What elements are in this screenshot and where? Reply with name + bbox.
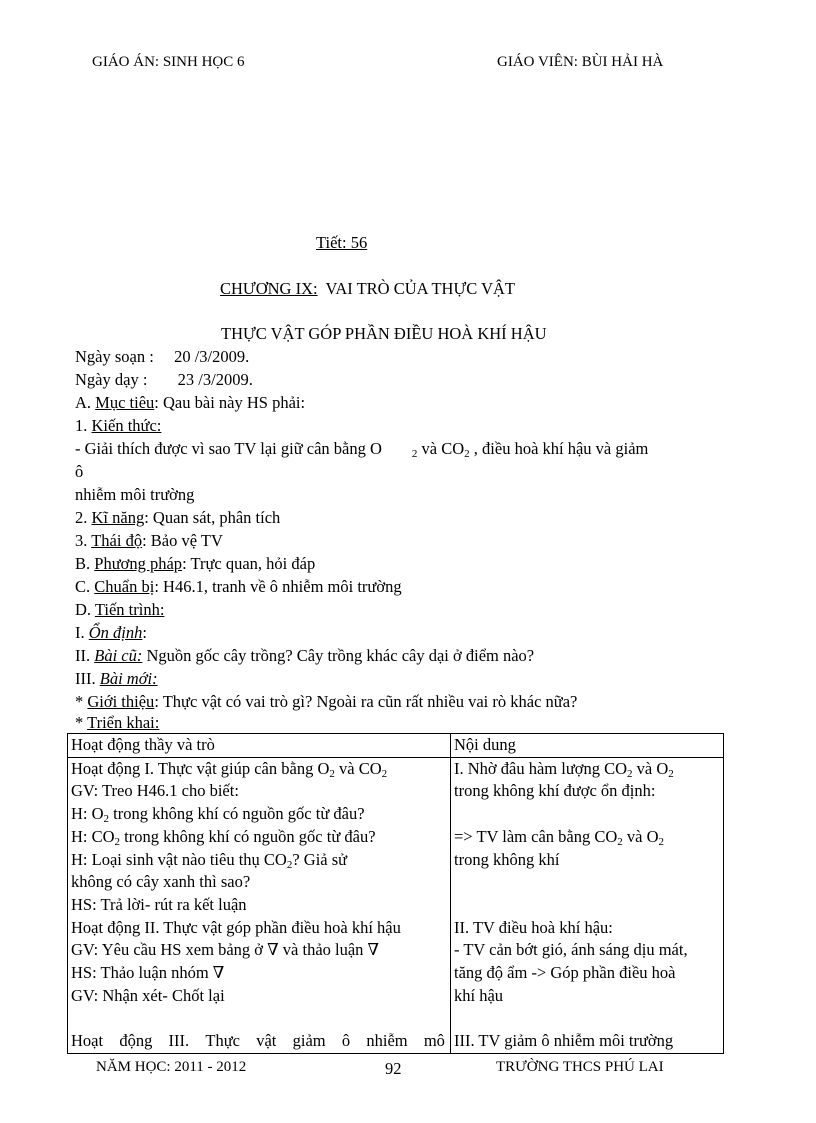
skills-line <box>75 507 280 529</box>
content-line <box>454 758 720 781</box>
subscript: 2 <box>103 813 110 826</box>
word: Thực <box>205 1031 240 1051</box>
activity-line <box>71 803 447 826</box>
new-lesson-prefix: III. <box>75 669 96 688</box>
word: ô <box>341 1031 351 1051</box>
activity-line: Hoạt động II. Thực vật góp phần điều hoà khí hậu <box>71 917 401 937</box>
activity-text: H: O <box>71 804 104 824</box>
subscript: 2 <box>668 767 674 780</box>
process-heading <box>75 599 164 621</box>
attitude-text: : Bảo vệ TV <box>142 531 223 550</box>
prep-date <box>75 346 249 368</box>
activity-line: GV: Yêu cầu HS xem bảng ở ∇ và thảo luận ∇ <box>71 940 380 960</box>
content-line: trong không khí được ổn định: <box>454 781 656 801</box>
attitude-prefix: 3. <box>75 531 88 550</box>
intro-line <box>75 691 577 713</box>
activity-text: H: CO <box>71 826 115 846</box>
content-line: khí hậu <box>454 985 504 1005</box>
activity-line <box>71 849 447 872</box>
deploy-label: Triển khai: <box>87 713 160 732</box>
skills-label: Kĩ năng <box>91 508 145 527</box>
method-label: Phương pháp <box>94 554 183 573</box>
knowledge-line-3: nhiễm môi trường <box>75 485 195 504</box>
activity-text: H: Loại sinh vật nào tiêu thụ CO <box>71 849 287 869</box>
old-lesson-text: Nguồn gốc cây trồng? Cây trồng khác cây dại ở điểm nào? <box>142 646 535 665</box>
objectives-label: Mục tiêu <box>95 393 155 412</box>
preparation-line <box>75 576 402 598</box>
intro-label: Giới thiệu <box>87 692 155 711</box>
word: vật <box>256 1031 277 1051</box>
word: III. <box>168 1031 190 1051</box>
stabilize-text: : <box>142 623 147 642</box>
activity-text: ? Giả sử <box>292 849 348 869</box>
chapter-label: CHƯƠNG IX: <box>220 279 318 298</box>
knowledge-text-b: và CO <box>417 439 465 458</box>
old-lesson-label: Bài cũ: <box>94 646 143 665</box>
process-prefix: D. <box>75 600 92 619</box>
activity-line <box>71 758 447 781</box>
chapter-heading <box>220 279 515 299</box>
objectives-text: : Qau bài này HS phải: <box>154 393 306 412</box>
word: nhiễm <box>366 1031 408 1051</box>
method-prefix: B. <box>75 554 91 573</box>
stabilize-prefix: I. <box>75 623 85 642</box>
content-text: I. Nhờ đâu hàm lượng CO <box>454 758 628 778</box>
knowledge-line-2: ô <box>75 462 84 481</box>
preparation-label: Chuẩn bị <box>94 577 155 596</box>
skills-prefix: 2. <box>75 508 88 527</box>
chapter-title: VAI TRÒ CỦA THỰC VẬT <box>325 279 515 298</box>
stabilize-line <box>75 622 147 644</box>
activity-line: HS: Thảo luận nhóm ∇ <box>71 963 225 983</box>
lesson-table <box>67 733 724 1054</box>
header-right: GIÁO VIÊN: BÙI HẢI HÀ <box>497 54 664 70</box>
content-text: => TV làm cân bằng CO <box>454 826 618 846</box>
intro-text: : Thực vật có vai trò gì? Ngoài ra cũn rất nhiều vai rò khác nữa? <box>154 692 578 711</box>
old-lesson-prefix: II. <box>75 646 91 665</box>
method-line <box>75 553 315 575</box>
spacer <box>454 803 720 826</box>
lesson-period <box>316 233 367 253</box>
activity-line: GV: Treo H46.1 cho biết: <box>71 781 239 801</box>
table-row <box>68 757 724 1053</box>
activity-line-justified <box>71 1030 445 1053</box>
attitude-label: Thái độ <box>91 531 143 550</box>
deploy-line <box>75 712 159 734</box>
subscript: 2 <box>411 448 418 460</box>
spacer <box>454 894 720 917</box>
footer-left: NĂM HỌC: 2011 - 2012 <box>96 1059 247 1075</box>
attitude-line <box>75 530 223 552</box>
knowledge-prefix: 1. <box>75 416 88 435</box>
content-text: và O <box>632 758 669 778</box>
intro-prefix: * <box>75 692 84 711</box>
subscript: 2 <box>658 835 665 848</box>
stabilize-label: Ổn định <box>88 623 143 642</box>
header-left: GIÁO ÁN: SINH HỌC 6 <box>92 54 245 70</box>
content-line: tăng độ ẩm -> Góp phần điều hoà <box>454 962 676 982</box>
teach-date-label: Ngày dạy : <box>75 370 148 389</box>
objectives-prefix: A. <box>75 393 92 412</box>
lesson-period-text: Tiết: 56 <box>316 233 368 252</box>
process-label: Tiến trình: <box>94 600 165 619</box>
objectives-line <box>75 392 305 414</box>
knowledge-label: Kiến thức: <box>91 416 162 435</box>
skills-text: : Quan sát, phân tích <box>144 508 281 527</box>
table-header-row <box>68 734 724 758</box>
word: Hoạt <box>71 1031 104 1051</box>
content-line: III. TV giảm ô nhiễm môi trường <box>454 1031 674 1051</box>
activity-text: Hoạt động I. Thực vật giúp cân bằng O <box>71 758 330 778</box>
subscript: 2 <box>286 858 293 871</box>
subscript: 2 <box>329 767 335 780</box>
word: động <box>119 1031 153 1051</box>
prep-date-value: 20 /3/2009. <box>174 347 250 366</box>
new-lesson-line <box>75 668 158 690</box>
activity-line <box>71 826 447 849</box>
lesson-title: THỰC VẬT GÓP PHẦN ĐIỀU HOÀ KHÍ HẬU <box>221 324 547 343</box>
content-line: - TV cản bớt gió, ánh sáng dịu mát, <box>454 940 688 960</box>
spacer <box>454 1007 720 1030</box>
subscript: 2 <box>464 448 470 460</box>
knowledge-text-c: , điều hoà khí hậu và giảm <box>469 439 649 458</box>
word: giảm <box>292 1031 326 1051</box>
content-cell <box>451 757 724 1053</box>
content-line: trong không khí <box>454 849 560 869</box>
activity-line: HS: Trả lời- rút ra kết luận <box>71 894 247 914</box>
activity-text: và CO <box>334 758 382 778</box>
preparation-prefix: C. <box>75 577 91 596</box>
page-number: 92 <box>385 1059 402 1078</box>
content-line <box>454 826 720 849</box>
deploy-prefix: * <box>75 713 84 732</box>
content-text: và O <box>622 826 659 846</box>
knowledge-line-1 <box>75 438 648 460</box>
knowledge-text-a: - Giải thích được vì sao TV lại giữ cân bằng O <box>75 439 382 458</box>
method-text: : Trực quan, hỏi đáp <box>182 554 316 573</box>
word: mô <box>423 1031 445 1051</box>
activity-line: không có cây xanh thì sao? <box>71 872 251 892</box>
activity-text: trong không khí có nguồn gốc từ đâu? <box>109 804 365 824</box>
subscript: 2 <box>617 835 623 848</box>
spacer <box>71 1007 447 1030</box>
preparation-text: : H46.1, tranh về ô nhiễm môi trường <box>154 577 402 596</box>
activities-cell <box>68 757 451 1053</box>
prep-date-label: Ngày soạn : <box>75 347 154 366</box>
new-lesson-label: Bài mới: <box>99 669 158 688</box>
spacer <box>454 871 720 894</box>
knowledge-heading <box>75 415 161 437</box>
teach-date-value: 23 /3/2009. <box>177 370 253 389</box>
activity-text: trong không khí có nguồn gốc từ đâu? <box>120 826 376 846</box>
activity-line: GV: Nhận xét- Chốt lại <box>71 985 225 1005</box>
content-line: II. TV điều hoà khí hậu: <box>454 917 613 937</box>
table-header-activities: Hoạt động thầy và trò <box>68 734 451 758</box>
teach-date <box>75 369 253 391</box>
subscript: 2 <box>114 835 121 848</box>
table-header-content: Nội dung <box>451 734 724 758</box>
subscript: 2 <box>381 767 388 780</box>
subscript: 2 <box>627 767 633 780</box>
footer-right: TRƯỜNG THCS PHÚ LAI <box>496 1059 664 1075</box>
old-lesson-line <box>75 645 534 667</box>
